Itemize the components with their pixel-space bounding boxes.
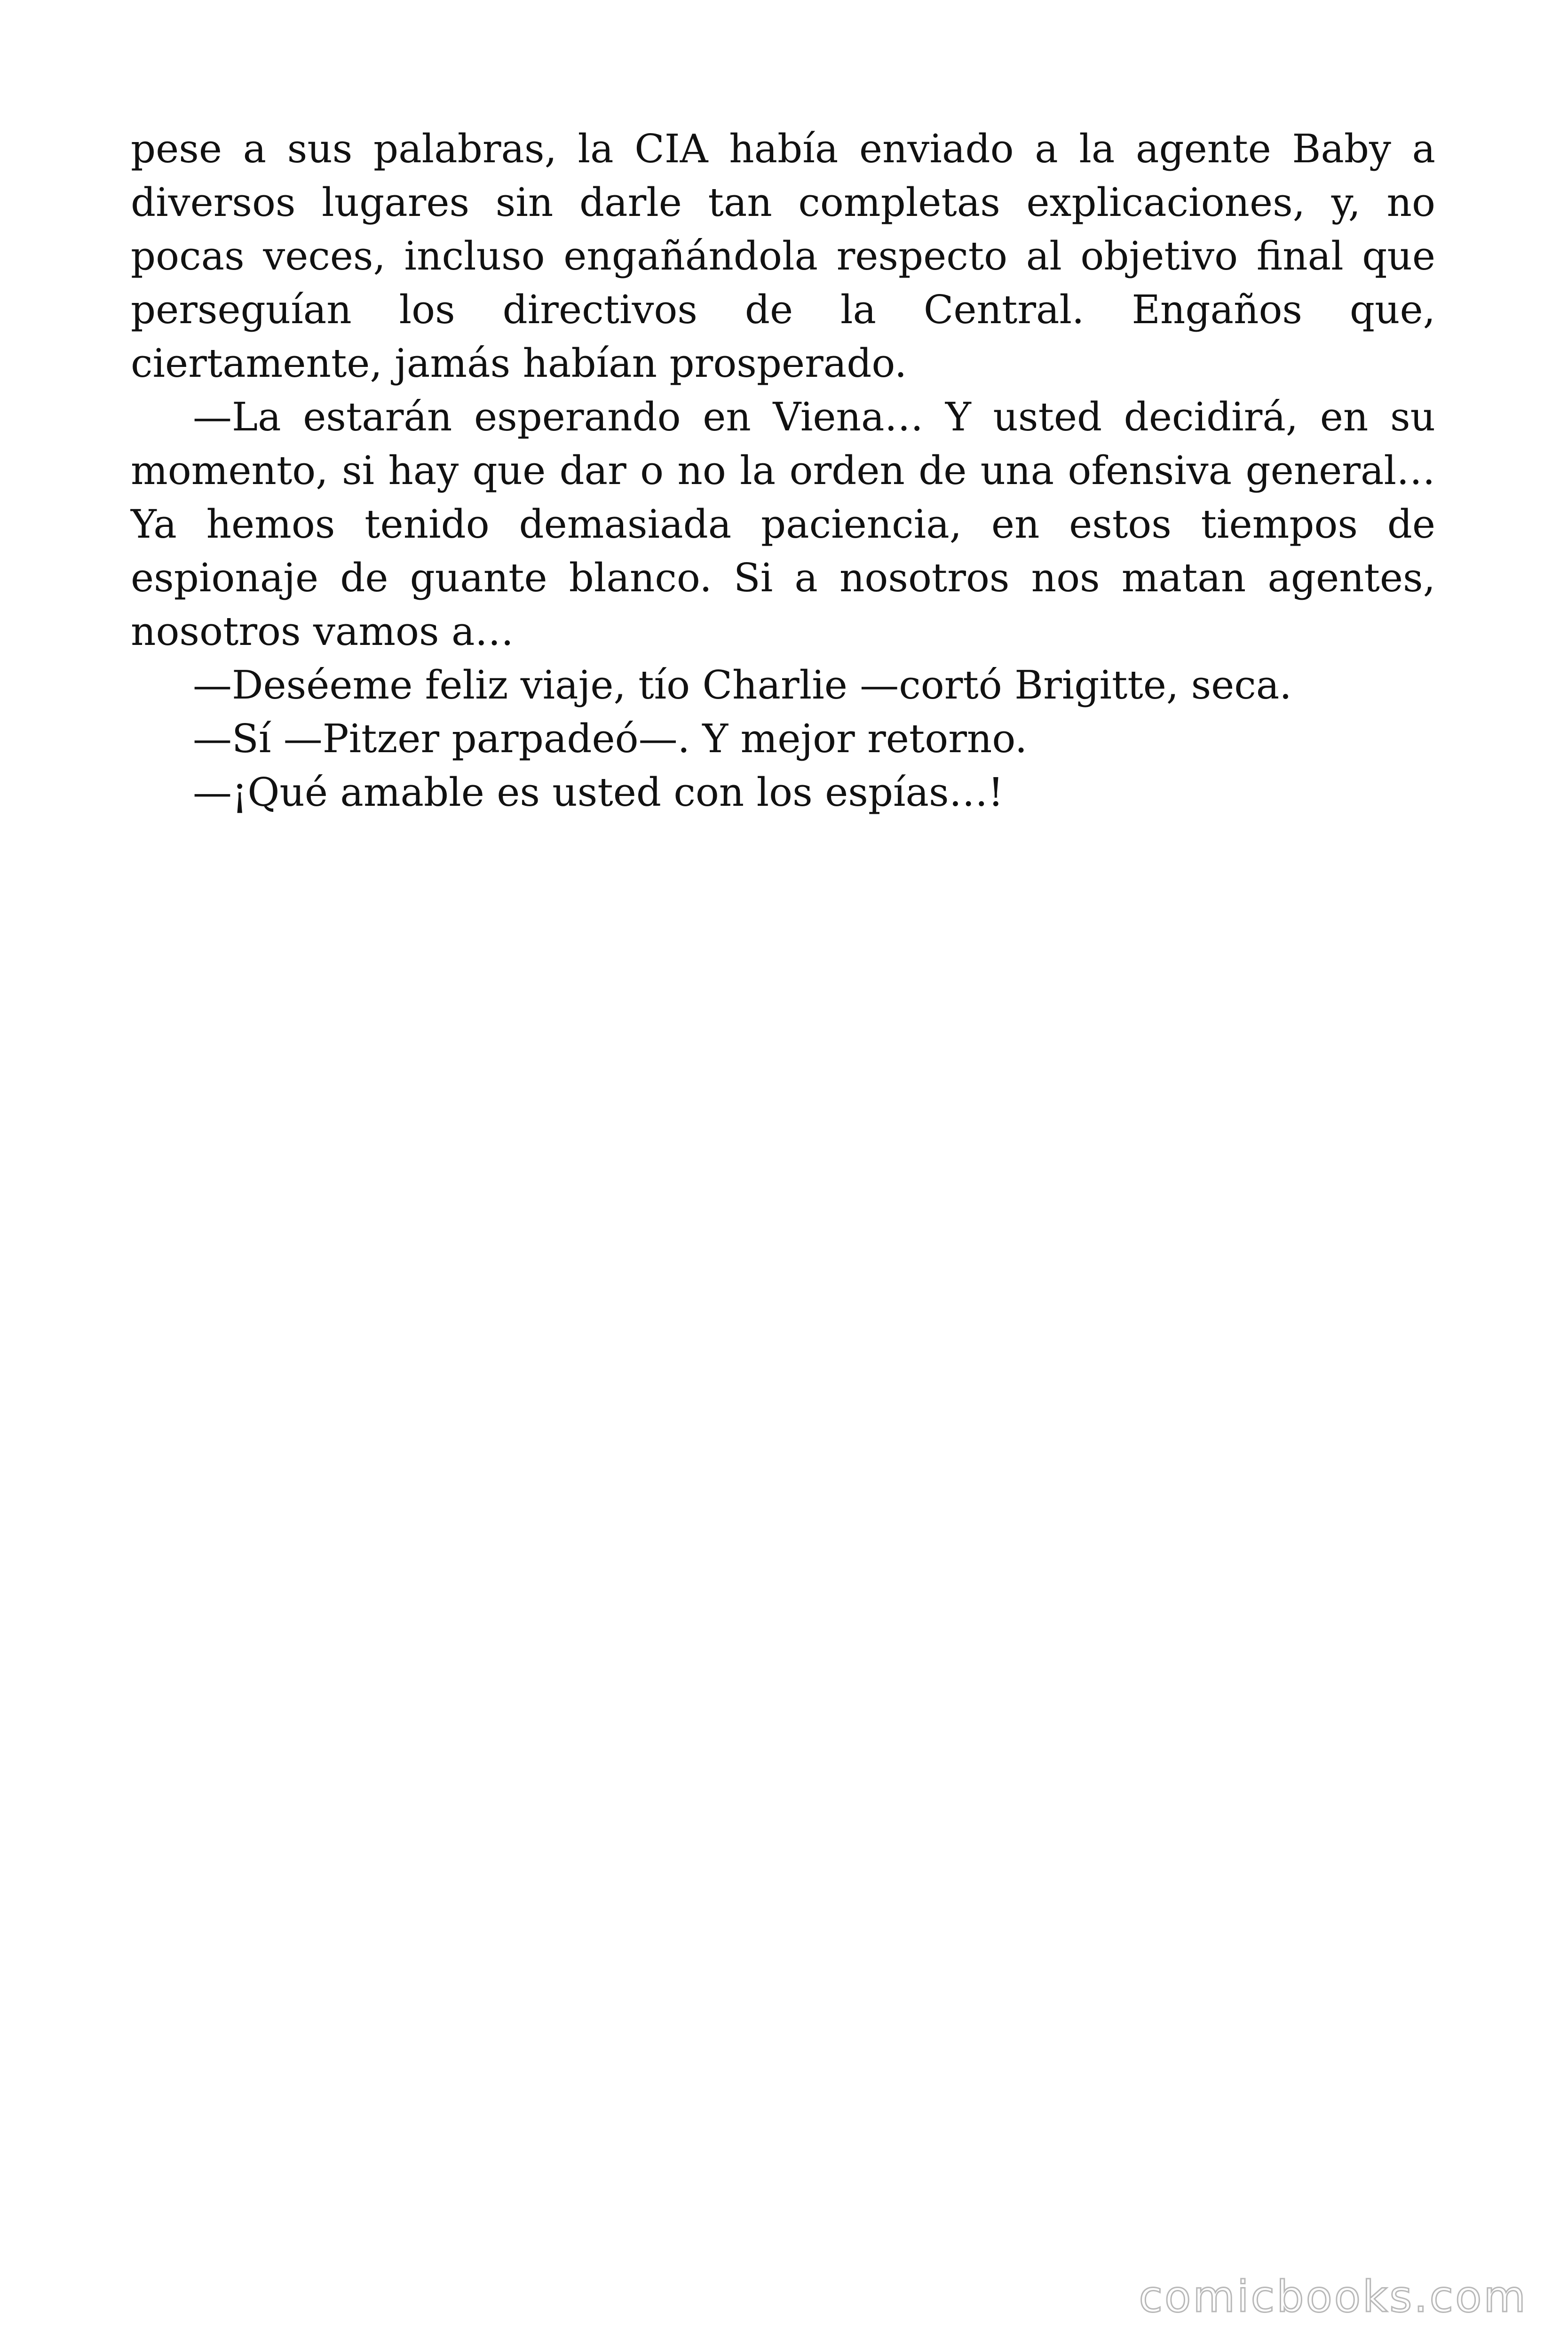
watermark: comicbooks.com	[1139, 2272, 1528, 2322]
paragraph-dialogue: —¡Qué amable es usted con los espías…!	[193, 770, 1004, 815]
paragraph-dialogue: —Sí —Pitzer parpadeó—. Y mejor retorno.	[193, 716, 1028, 762]
paragraph-dialogue: —Deséeme feliz viaje, tío Charlie —cortó Brigitte, seca.	[193, 662, 1292, 708]
paragraph-dialogue: —La estarán esperando en Viena… Y usted decidirá, en su momento, si hay que dar o no la orden de una ofensiva general… Ya hemos tenido demasiada paciencia, en estos tiempos de espionaje de guante blanco. Si a nosotros nos matan agentes, nosotros vamos a…	[131, 394, 1435, 654]
page-body	[131, 122, 1435, 819]
paragraph-continuation: pese a sus palabras, la CIA había enviado a la agente Baby a diversos lugares sin darle tan completas explicaciones, y, no pocas veces, incluso engañándola respecto al objetivo final que perseguían los directivos de la Central. Engaños que, ciertamente, jamás habían prosperado.	[131, 126, 1435, 386]
